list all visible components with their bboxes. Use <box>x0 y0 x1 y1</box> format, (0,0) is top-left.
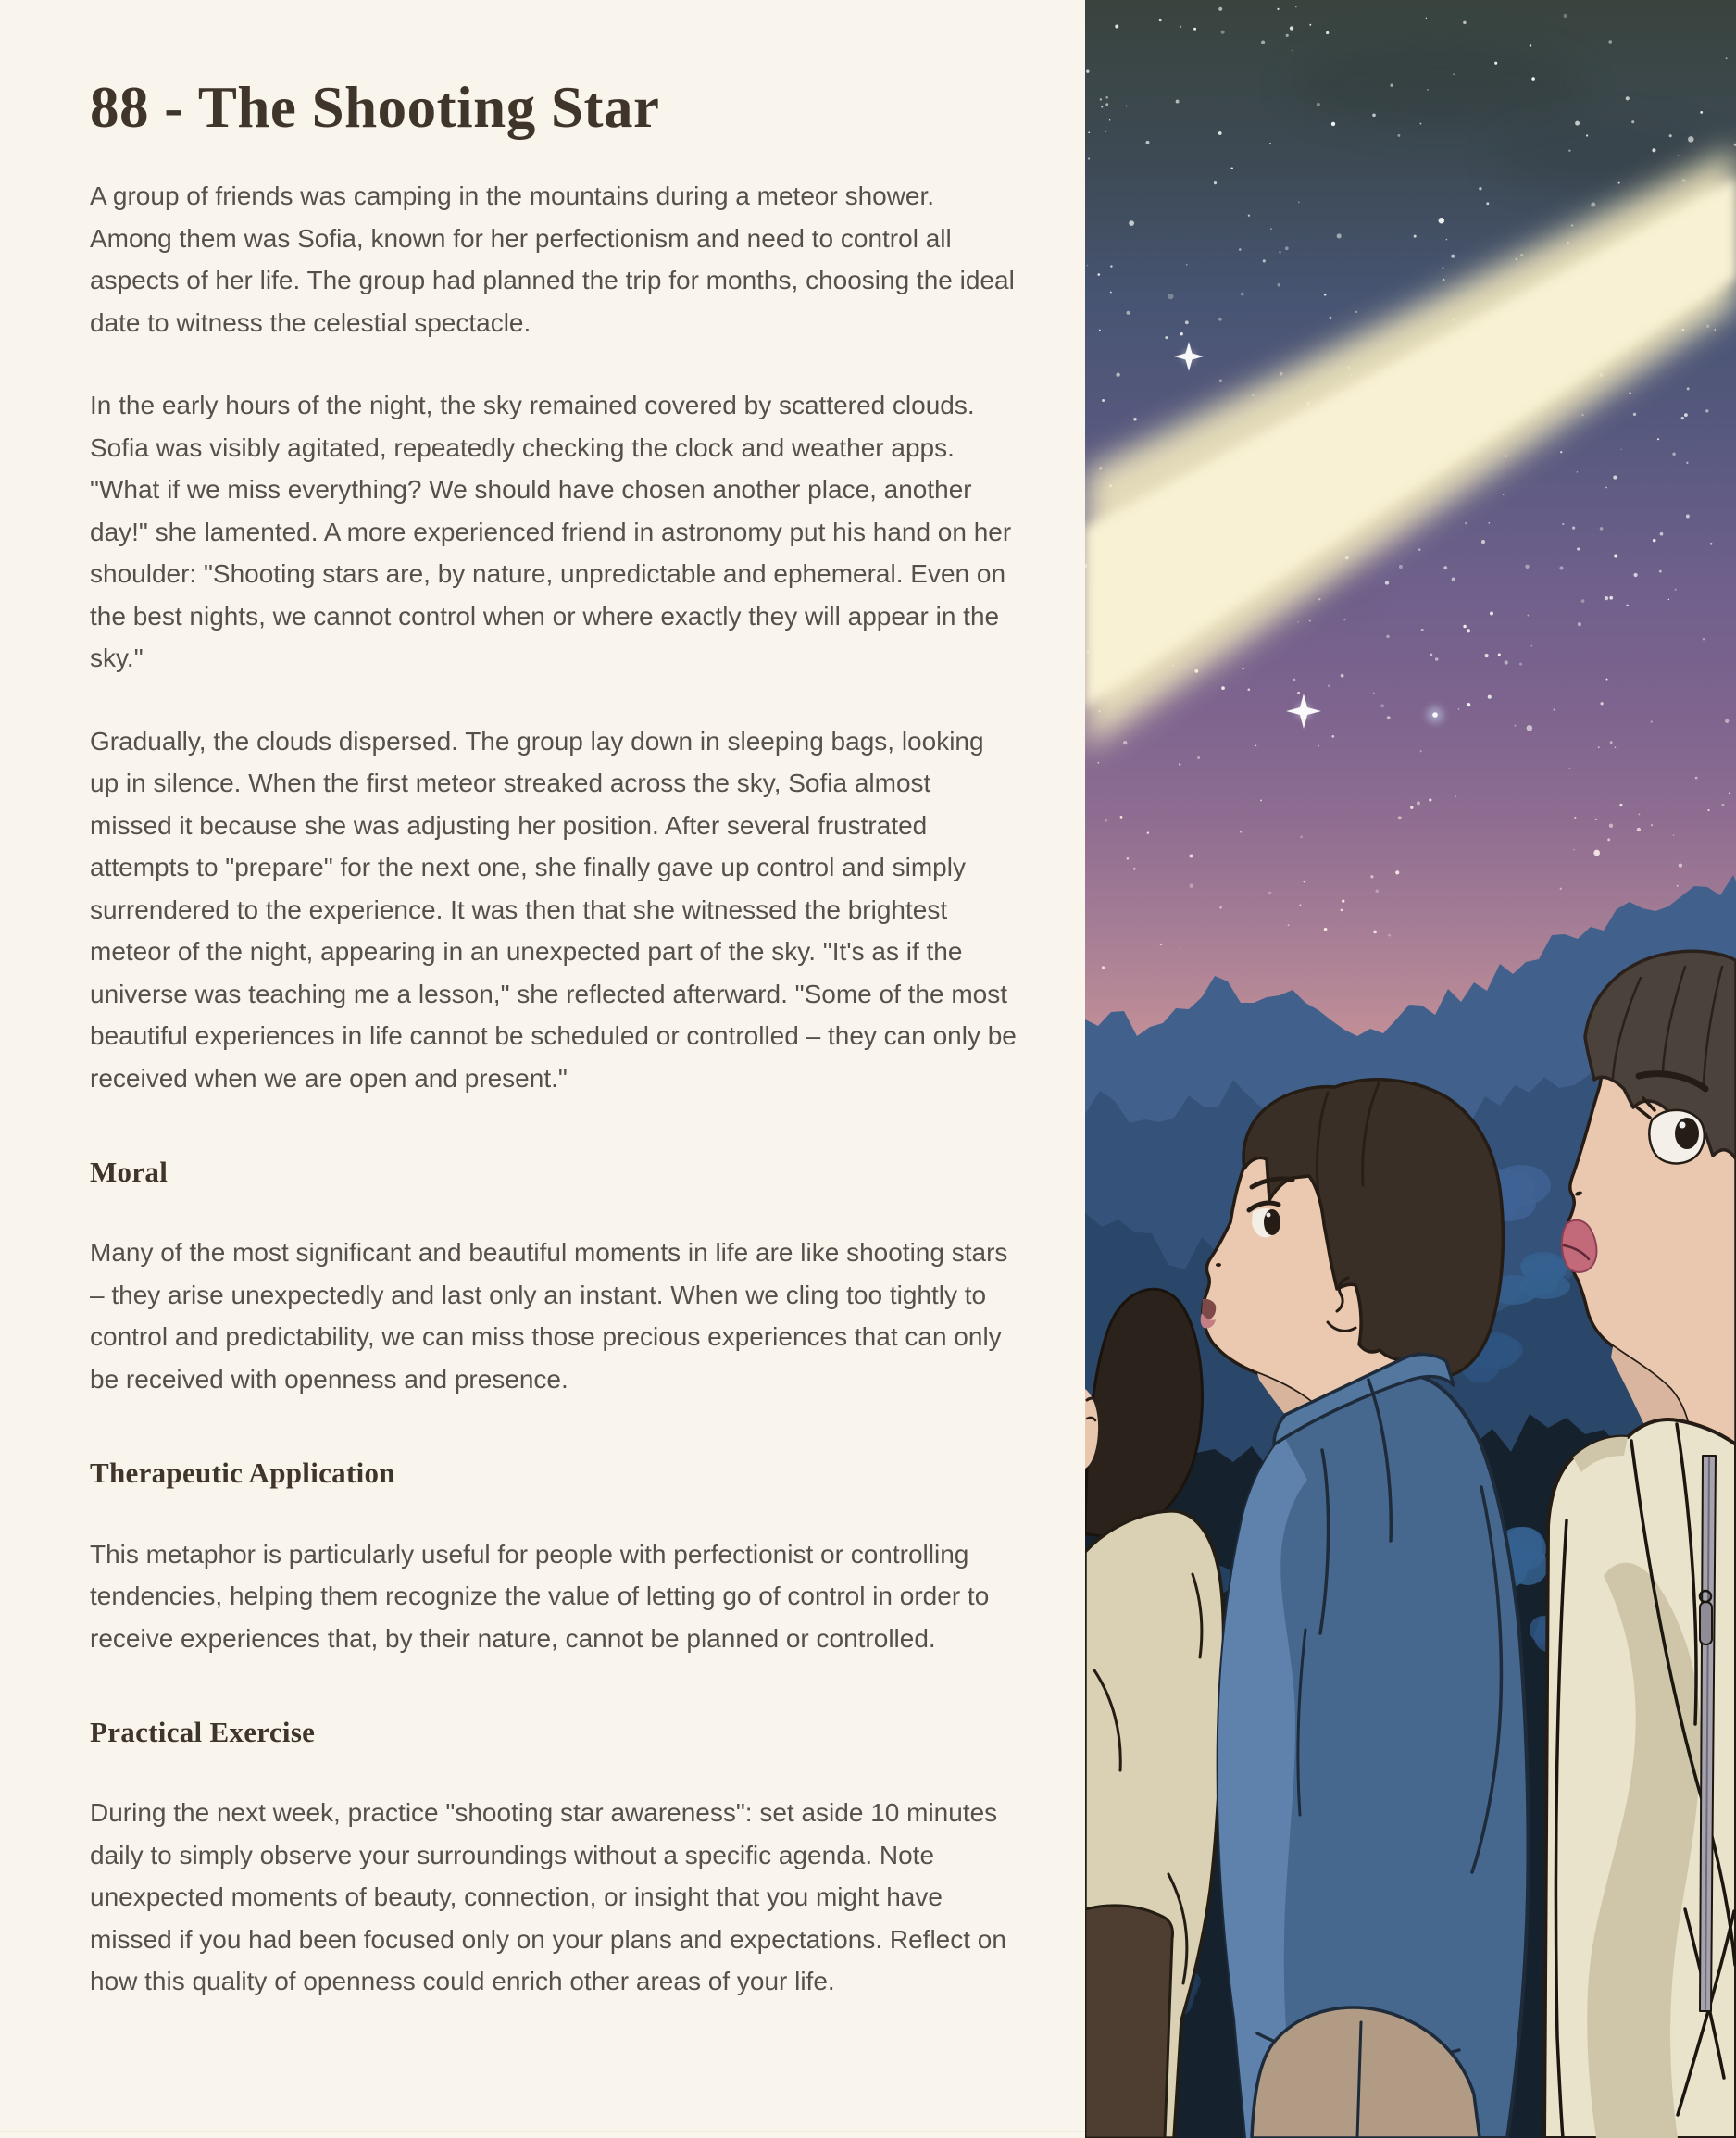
night-sky-illustration <box>1085 0 1736 2138</box>
story-paragraph-2: In the early hours of the night, the sky remained covered by scattered clouds. Sofia was visibly agitated, repeatedly checking the clock and weather apps. "What if we miss everything? We should have chosen another place, another day!" she lamented. A more experienced friend in astronomy put his hand on her shoulder: "Shooting stars are, by nature, unpredictable and ephemeral. Even on the best nights, we cannot control when or where exactly they will appear in the sky." <box>90 391 1012 673</box>
page-bottom-divider <box>0 2131 1085 2132</box>
woman-zipper-pull <box>1700 1602 1712 1644</box>
section-body-practical-exercise: During the next week, practice "shooting star awareness": set aside 10 minutes daily to simply observe your surroundings without a specific agenda. Note unexpected moments of beauty, connection, or insight that you might have missed if you had been focused only on your plans and expectations. Reflect on how this quality of openness could enrich other areas of your life. <box>90 1798 1006 1996</box>
story-paragraph-1: A group of friends was camping in the mountains during a meteor shower. Among them was Sofia, known for her perfectionism and need to control all aspects of her life. The group had planned the trip for months, choosing the ideal date to witness the celestial spectacle. <box>90 181 1015 337</box>
page-title: 88 - The Shooting Star <box>90 75 660 140</box>
section-heading-moral: Moral <box>90 1156 169 1189</box>
child-pants <box>1085 1906 1173 2138</box>
character-boy <box>1201 1080 1529 2138</box>
section-heading-therapeutic-application: Therapeutic Application <box>90 1457 395 1490</box>
illustration-panel <box>1085 0 1736 2138</box>
story-paragraph-3: Gradually, the clouds dispersed. The group lay down in sleeping bags, looking up in silence. When the first meteor streaked across the sky, Sofia almost missed it because she was adjusting her position. After several frustrated attempts to "prepare" for the next one, she finally gave up control and simply surrendered to the experience. It was then that she witnessed the brightest meteor of the night, appearing in an unexpected part of the sky. "It's as if the universe was teaching me a lesson," she reflected afterward. "Some of the most beautiful experiences in life cannot be scheduled or controlled – they can only be received when we are open and present." <box>90 726 1017 1093</box>
section-body-therapeutic-application: This metaphor is particularly useful for people with perfectionist or controlling tendencies, helping them recognize the value of letting go of control in order to receive experiences that, by their nature, cannot be planned or controlled. <box>90 1539 990 1653</box>
article-column <box>90 0 1018 2044</box>
section-heading-practical-exercise: Practical Exercise <box>90 1716 316 1749</box>
section-body-moral: Many of the most significant and beautiful moments in life are like shooting stars – they arise unexpectedly and last only an instant. When we cling too tightly to control and predictability, we can miss those precious experiences that can only be received with openness and presence. <box>90 1238 1008 1394</box>
boy-nostril <box>1216 1263 1221 1267</box>
